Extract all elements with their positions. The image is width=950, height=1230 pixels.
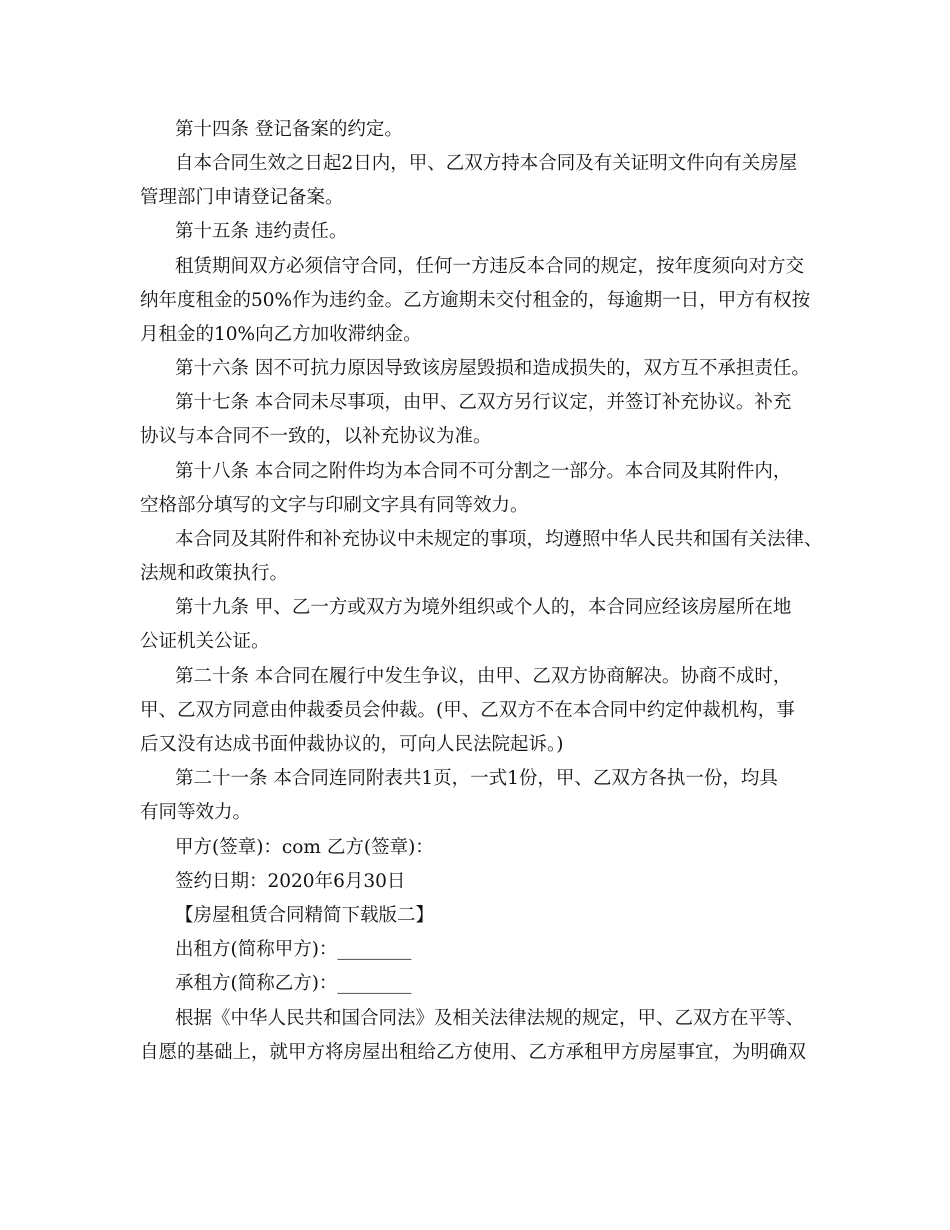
signature-line: 甲方(签章)：com 乙方(签章)： — [175, 837, 434, 858]
signing-date: 签约日期：2020年6月30日 — [175, 871, 406, 892]
lessee-field: 承租方(简称乙方)：________ — [175, 973, 412, 994]
paragraph-line: 公证机关公证。 — [140, 631, 270, 652]
article-21: 第二十一条 本合同连同附表共1页，一式1份，甲、乙双方各执一份，均具 — [175, 768, 778, 789]
paragraph-line: 管理部门申请登记备案。 — [140, 187, 344, 208]
article-15-heading: 第十五条 违约责任。 — [175, 221, 348, 242]
article-17: 第十七条 本合同未尽事项，由甲、乙双方另行议定，并签订补充协议。补充 — [175, 392, 792, 413]
paragraph-line: 有同等效力。 — [140, 802, 252, 823]
paragraph-line: 本合同及其附件和补充协议中未规定的事项，均遵照中华人民共和国有关法律、 — [175, 529, 823, 550]
paragraph-line: 自愿的基础上，就甲方将房屋出租给乙方使用、乙方承租甲方房屋事宜，为明确双 — [140, 1042, 807, 1063]
paragraph-line: 甲、乙双方同意由仲裁委员会仲裁。(甲、乙双方不在本合同中约定仲裁机构，事 — [140, 700, 795, 721]
paragraph-line: 自本合同生效之日起2日内，甲、乙双方持本合同及有关证明文件向有关房屋 — [175, 153, 798, 174]
paragraph-line: 空格部分填写的文字与印刷文字具有同等效力。 — [140, 495, 529, 516]
paragraph-line: 租赁期间双方必须信守合同，任何一方违反本合同的规定，按年度须向对方交 — [175, 256, 805, 277]
article-18: 第十八条 本合同之附件均为本合同不可分割之一部分。本合同及其附件内， — [175, 461, 792, 482]
paragraph-line: 纳年度租金的50%作为违约金。乙方逾期未交付租金的，每逾期一日，甲方有权按 — [140, 290, 811, 311]
paragraph-line: 月租金的10%向乙方加收滞纳金。 — [140, 324, 422, 345]
paragraph-line: 后又没有达成书面仲裁协议的，可向人民法院起诉。) — [140, 734, 564, 755]
lessor-field: 出租方(简称甲方)：________ — [175, 939, 412, 960]
paragraph-line: 协议与本合同不一致的，以补充协议为准。 — [140, 426, 492, 447]
section-title: 【房屋租赁合同精简下载版二】 — [175, 905, 435, 926]
article-20: 第二十条 本合同在履行中发生争议，由甲、乙双方协商解决。协商不成时， — [175, 666, 792, 687]
article-16: 第十六条 因不可抗力原因导致该房屋毁损和造成损失的，双方互不承担责任。 — [175, 358, 810, 379]
paragraph-line: 根据《中华人民共和国合同法》及相关法律法规的规定，甲、乙双方在平等、 — [175, 1008, 805, 1029]
article-19: 第十九条 甲、乙一方或双方为境外组织或个人的，本合同应经该房屋所在地 — [175, 597, 792, 618]
paragraph-line: 法规和政策执行。 — [140, 563, 289, 584]
article-14-heading: 第十四条 登记备案的约定。 — [175, 119, 403, 140]
